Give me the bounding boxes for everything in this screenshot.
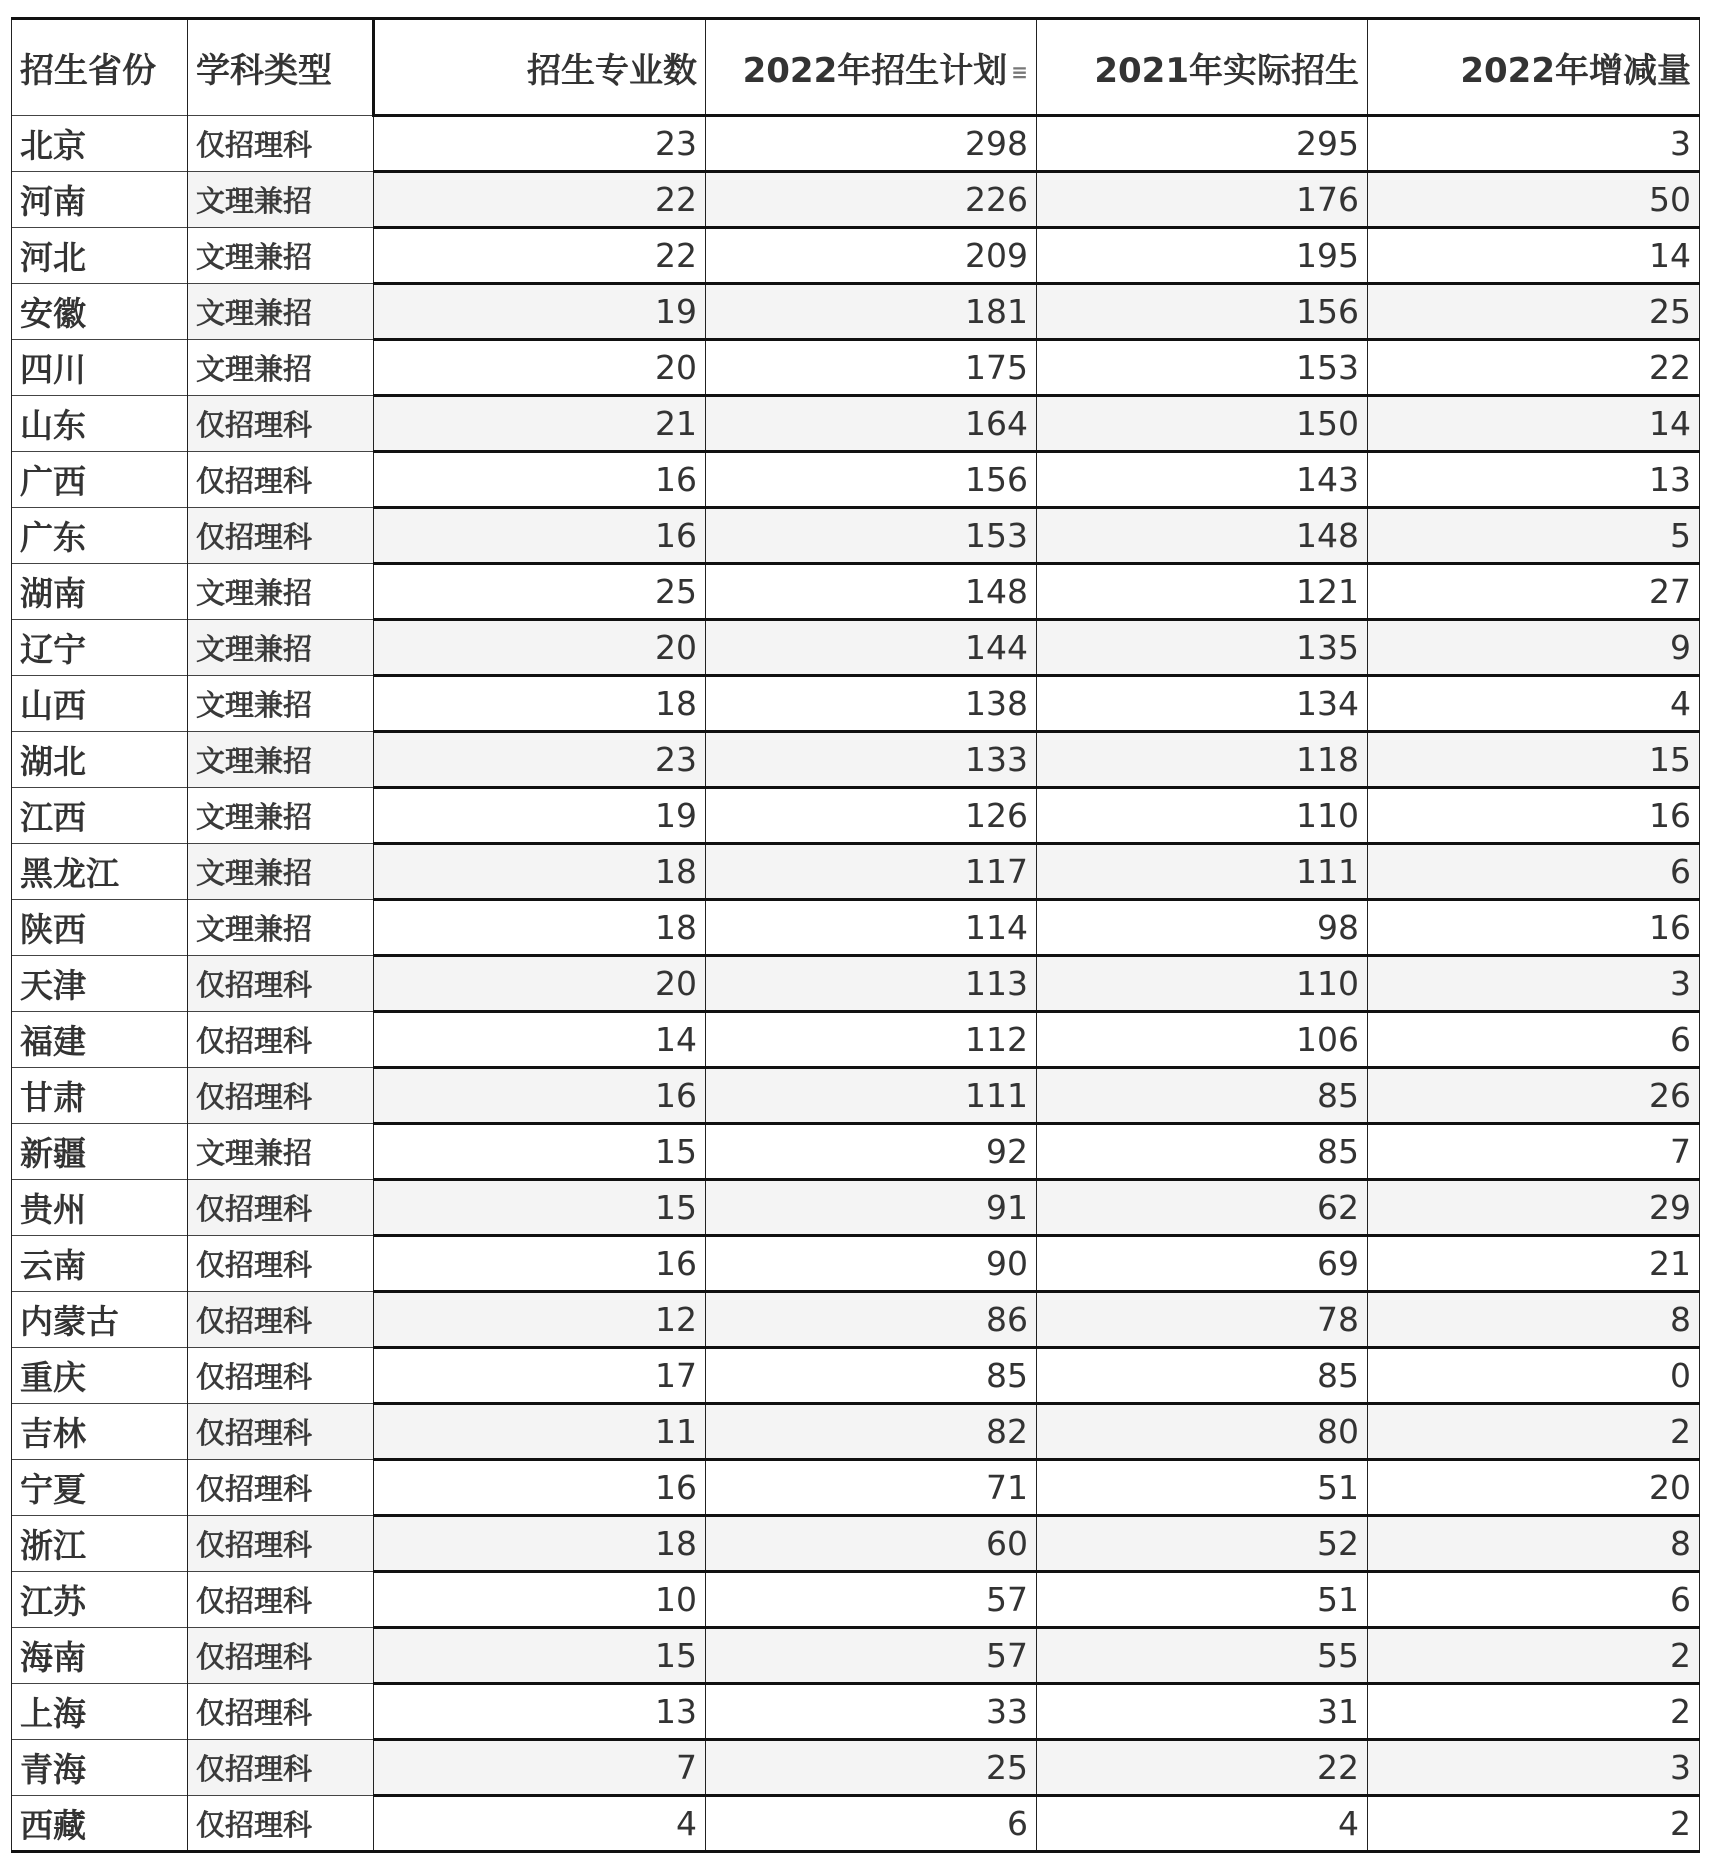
plan-2022-cell: 181 xyxy=(706,284,1037,340)
change-2022-cell: 0 xyxy=(1368,1348,1700,1404)
plan-2022-cell: 92 xyxy=(706,1124,1037,1180)
major-count-cell: 25 xyxy=(374,564,706,620)
change-2022-cell: 14 xyxy=(1368,396,1700,452)
plan-2022-cell: 60 xyxy=(706,1516,1037,1572)
province-cell: 江西 xyxy=(12,788,188,844)
major-count-cell: 4 xyxy=(374,1796,706,1852)
actual-2021-cell: 55 xyxy=(1037,1628,1368,1684)
subject-type-cell: 文理兼招 xyxy=(188,564,374,620)
change-2022-cell: 3 xyxy=(1368,116,1700,172)
change-2022-cell: 14 xyxy=(1368,228,1700,284)
table-row xyxy=(12,1012,1700,1068)
change-2022-cell: 16 xyxy=(1368,788,1700,844)
major-count-cell: 11 xyxy=(374,1404,706,1460)
subject-type-cell: 仅招理科 xyxy=(188,508,374,564)
table-row xyxy=(12,900,1700,956)
table-row xyxy=(12,844,1700,900)
table-row xyxy=(12,172,1700,228)
subject-type-cell: 仅招理科 xyxy=(188,1348,374,1404)
actual-2021-cell: 51 xyxy=(1037,1572,1368,1628)
province-cell: 西藏 xyxy=(12,1796,188,1852)
actual-2021-cell: 156 xyxy=(1037,284,1368,340)
plan-2022-cell: 144 xyxy=(706,620,1037,676)
major-count-cell: 21 xyxy=(374,396,706,452)
actual-2021-cell: 110 xyxy=(1037,788,1368,844)
province-cell: 北京 xyxy=(12,116,188,172)
table-row xyxy=(12,116,1700,172)
sort-descending-icon[interactable]: ≡ xyxy=(1011,60,1028,84)
province-cell: 河南 xyxy=(12,172,188,228)
actual-2021-cell: 98 xyxy=(1037,900,1368,956)
subject-type-cell: 仅招理科 xyxy=(188,1740,374,1796)
actual-2021-cell: 143 xyxy=(1037,452,1368,508)
header-subject-type[interactable]: 学科类型 xyxy=(188,19,374,116)
plan-2022-cell: 133 xyxy=(706,732,1037,788)
province-cell: 陕西 xyxy=(12,900,188,956)
table-row xyxy=(12,788,1700,844)
plan-2022-cell: 82 xyxy=(706,1404,1037,1460)
header-2022-change[interactable]: 2022年增减量 xyxy=(1368,19,1700,116)
table-row xyxy=(12,1404,1700,1460)
province-cell: 河北 xyxy=(12,228,188,284)
major-count-cell: 17 xyxy=(374,1348,706,1404)
subject-type-cell: 文理兼招 xyxy=(188,172,374,228)
subject-type-cell: 文理兼招 xyxy=(188,900,374,956)
table-row xyxy=(12,620,1700,676)
actual-2021-cell: 31 xyxy=(1037,1684,1368,1740)
actual-2021-cell: 22 xyxy=(1037,1740,1368,1796)
major-count-cell: 23 xyxy=(374,116,706,172)
change-2022-cell: 4 xyxy=(1368,676,1700,732)
change-2022-cell: 2 xyxy=(1368,1404,1700,1460)
actual-2021-cell: 111 xyxy=(1037,844,1368,900)
change-2022-cell: 26 xyxy=(1368,1068,1700,1124)
plan-2022-cell: 153 xyxy=(706,508,1037,564)
plan-2022-cell: 113 xyxy=(706,956,1037,1012)
table-row xyxy=(12,1236,1700,1292)
header-2022-plan-label: 2022年招生计划 xyxy=(742,50,1008,91)
table-row xyxy=(12,340,1700,396)
subject-type-cell: 仅招理科 xyxy=(188,1684,374,1740)
major-count-cell: 18 xyxy=(374,844,706,900)
subject-type-cell: 文理兼招 xyxy=(188,1124,374,1180)
subject-type-cell: 仅招理科 xyxy=(188,452,374,508)
plan-2022-cell: 71 xyxy=(706,1460,1037,1516)
province-cell: 海南 xyxy=(12,1628,188,1684)
province-cell: 广东 xyxy=(12,508,188,564)
change-2022-cell: 13 xyxy=(1368,452,1700,508)
actual-2021-cell: 150 xyxy=(1037,396,1368,452)
change-2022-cell: 7 xyxy=(1368,1124,1700,1180)
major-count-cell: 18 xyxy=(374,900,706,956)
plan-2022-cell: 91 xyxy=(706,1180,1037,1236)
province-cell: 山东 xyxy=(12,396,188,452)
table-row xyxy=(12,1628,1700,1684)
province-cell: 湖北 xyxy=(12,732,188,788)
subject-type-cell: 仅招理科 xyxy=(188,1796,374,1852)
actual-2021-cell: 52 xyxy=(1037,1516,1368,1572)
header-row xyxy=(12,19,1700,116)
subject-type-cell: 仅招理科 xyxy=(188,1012,374,1068)
subject-type-cell: 文理兼招 xyxy=(188,620,374,676)
actual-2021-cell: 153 xyxy=(1037,340,1368,396)
province-cell: 甘肃 xyxy=(12,1068,188,1124)
plan-2022-cell: 138 xyxy=(706,676,1037,732)
header-2021-actual[interactable]: 2021年实际招生 xyxy=(1037,19,1368,116)
plan-2022-cell: 126 xyxy=(706,788,1037,844)
plan-2022-cell: 112 xyxy=(706,1012,1037,1068)
major-count-cell: 16 xyxy=(374,1236,706,1292)
subject-type-cell: 仅招理科 xyxy=(188,1460,374,1516)
change-2022-cell: 25 xyxy=(1368,284,1700,340)
actual-2021-cell: 78 xyxy=(1037,1292,1368,1348)
major-count-cell: 20 xyxy=(374,620,706,676)
plan-2022-cell: 156 xyxy=(706,452,1037,508)
subject-type-cell: 仅招理科 xyxy=(188,396,374,452)
major-count-cell: 18 xyxy=(374,1516,706,1572)
header-province[interactable]: 招生省份 xyxy=(12,19,188,116)
plan-2022-cell: 298 xyxy=(706,116,1037,172)
table-row xyxy=(12,1348,1700,1404)
change-2022-cell: 21 xyxy=(1368,1236,1700,1292)
actual-2021-cell: 51 xyxy=(1037,1460,1368,1516)
actual-2021-cell: 106 xyxy=(1037,1012,1368,1068)
major-count-cell: 16 xyxy=(374,1460,706,1516)
province-cell: 新疆 xyxy=(12,1124,188,1180)
subject-type-cell: 仅招理科 xyxy=(188,1404,374,1460)
plan-2022-cell: 111 xyxy=(706,1068,1037,1124)
plan-2022-cell: 6 xyxy=(706,1796,1037,1852)
plan-2022-cell: 90 xyxy=(706,1236,1037,1292)
table-row xyxy=(12,1516,1700,1572)
actual-2021-cell: 80 xyxy=(1037,1404,1368,1460)
subject-type-cell: 文理兼招 xyxy=(188,732,374,788)
change-2022-cell: 3 xyxy=(1368,956,1700,1012)
province-cell: 辽宁 xyxy=(12,620,188,676)
province-cell: 上海 xyxy=(12,1684,188,1740)
province-cell: 宁夏 xyxy=(12,1460,188,1516)
actual-2021-cell: 118 xyxy=(1037,732,1368,788)
actual-2021-cell: 69 xyxy=(1037,1236,1368,1292)
table-row xyxy=(12,1180,1700,1236)
plan-2022-cell: 164 xyxy=(706,396,1037,452)
plan-2022-cell: 25 xyxy=(706,1740,1037,1796)
major-count-cell: 15 xyxy=(374,1180,706,1236)
table-row xyxy=(12,956,1700,1012)
subject-type-cell: 文理兼招 xyxy=(188,676,374,732)
table-row xyxy=(12,1124,1700,1180)
plan-2022-cell: 57 xyxy=(706,1572,1037,1628)
subject-type-cell: 文理兼招 xyxy=(188,284,374,340)
major-count-cell: 16 xyxy=(374,508,706,564)
province-cell: 广西 xyxy=(12,452,188,508)
change-2022-cell: 29 xyxy=(1368,1180,1700,1236)
province-cell: 贵州 xyxy=(12,1180,188,1236)
plan-2022-cell: 114 xyxy=(706,900,1037,956)
change-2022-cell: 6 xyxy=(1368,1572,1700,1628)
table-row xyxy=(12,228,1700,284)
major-count-cell: 16 xyxy=(374,1068,706,1124)
table-row xyxy=(12,1684,1700,1740)
major-count-cell: 22 xyxy=(374,228,706,284)
table-row xyxy=(12,676,1700,732)
subject-type-cell: 仅招理科 xyxy=(188,1628,374,1684)
actual-2021-cell: 121 xyxy=(1037,564,1368,620)
subject-type-cell: 仅招理科 xyxy=(188,1236,374,1292)
table-row xyxy=(12,1740,1700,1796)
change-2022-cell: 2 xyxy=(1368,1796,1700,1852)
table-row xyxy=(12,1068,1700,1124)
plan-2022-cell: 117 xyxy=(706,844,1037,900)
table-row xyxy=(12,732,1700,788)
province-cell: 湖南 xyxy=(12,564,188,620)
table-row xyxy=(12,564,1700,620)
province-cell: 内蒙古 xyxy=(12,1292,188,1348)
actual-2021-cell: 4 xyxy=(1037,1796,1368,1852)
table-row xyxy=(12,508,1700,564)
change-2022-cell: 8 xyxy=(1368,1292,1700,1348)
change-2022-cell: 20 xyxy=(1368,1460,1700,1516)
province-cell: 云南 xyxy=(12,1236,188,1292)
actual-2021-cell: 195 xyxy=(1037,228,1368,284)
actual-2021-cell: 110 xyxy=(1037,956,1368,1012)
table-row xyxy=(12,452,1700,508)
actual-2021-cell: 85 xyxy=(1037,1124,1368,1180)
province-cell: 浙江 xyxy=(12,1516,188,1572)
major-count-cell: 13 xyxy=(374,1684,706,1740)
subject-type-cell: 仅招理科 xyxy=(188,116,374,172)
subject-type-cell: 文理兼招 xyxy=(188,340,374,396)
major-count-cell: 10 xyxy=(374,1572,706,1628)
major-count-cell: 19 xyxy=(374,284,706,340)
subject-type-cell: 仅招理科 xyxy=(188,1068,374,1124)
major-count-cell: 20 xyxy=(374,340,706,396)
province-cell: 山西 xyxy=(12,676,188,732)
actual-2021-cell: 176 xyxy=(1037,172,1368,228)
change-2022-cell: 22 xyxy=(1368,340,1700,396)
actual-2021-cell: 135 xyxy=(1037,620,1368,676)
change-2022-cell: 9 xyxy=(1368,620,1700,676)
plan-2022-cell: 57 xyxy=(706,1628,1037,1684)
major-count-cell: 22 xyxy=(374,172,706,228)
major-count-cell: 15 xyxy=(374,1124,706,1180)
change-2022-cell: 6 xyxy=(1368,844,1700,900)
table-row xyxy=(12,1572,1700,1628)
change-2022-cell: 6 xyxy=(1368,1012,1700,1068)
change-2022-cell: 8 xyxy=(1368,1516,1700,1572)
subject-type-cell: 仅招理科 xyxy=(188,956,374,1012)
major-count-cell: 15 xyxy=(374,1628,706,1684)
table-row xyxy=(12,284,1700,340)
subject-type-cell: 文理兼招 xyxy=(188,844,374,900)
change-2022-cell: 15 xyxy=(1368,732,1700,788)
province-cell: 重庆 xyxy=(12,1348,188,1404)
major-count-cell: 12 xyxy=(374,1292,706,1348)
major-count-cell: 19 xyxy=(374,788,706,844)
header-major-count[interactable]: 招生专业数 xyxy=(374,19,706,116)
header-2022-plan[interactable] xyxy=(706,19,1037,116)
subject-type-cell: 仅招理科 xyxy=(188,1572,374,1628)
change-2022-cell: 3 xyxy=(1368,1740,1700,1796)
province-cell: 天津 xyxy=(12,956,188,1012)
actual-2021-cell: 148 xyxy=(1037,508,1368,564)
plan-2022-cell: 226 xyxy=(706,172,1037,228)
major-count-cell: 20 xyxy=(374,956,706,1012)
table-row xyxy=(12,1796,1700,1852)
plan-2022-cell: 148 xyxy=(706,564,1037,620)
table-row xyxy=(12,1292,1700,1348)
province-cell: 吉林 xyxy=(12,1404,188,1460)
plan-2022-cell: 86 xyxy=(706,1292,1037,1348)
province-cell: 四川 xyxy=(12,340,188,396)
province-cell: 黑龙江 xyxy=(12,844,188,900)
province-cell: 青海 xyxy=(12,1740,188,1796)
actual-2021-cell: 134 xyxy=(1037,676,1368,732)
table-row xyxy=(12,396,1700,452)
actual-2021-cell: 295 xyxy=(1037,116,1368,172)
subject-type-cell: 仅招理科 xyxy=(188,1180,374,1236)
major-count-cell: 7 xyxy=(374,1740,706,1796)
change-2022-cell: 27 xyxy=(1368,564,1700,620)
change-2022-cell: 5 xyxy=(1368,508,1700,564)
change-2022-cell: 2 xyxy=(1368,1684,1700,1740)
subject-type-cell: 文理兼招 xyxy=(188,788,374,844)
subject-type-cell: 仅招理科 xyxy=(188,1292,374,1348)
major-count-cell: 23 xyxy=(374,732,706,788)
enrollment-table xyxy=(11,17,1700,1853)
change-2022-cell: 50 xyxy=(1368,172,1700,228)
subject-type-cell: 仅招理科 xyxy=(188,1516,374,1572)
province-cell: 江苏 xyxy=(12,1572,188,1628)
table-row xyxy=(12,1460,1700,1516)
plan-2022-cell: 209 xyxy=(706,228,1037,284)
major-count-cell: 14 xyxy=(374,1012,706,1068)
change-2022-cell: 16 xyxy=(1368,900,1700,956)
major-count-cell: 16 xyxy=(374,452,706,508)
plan-2022-cell: 175 xyxy=(706,340,1037,396)
actual-2021-cell: 62 xyxy=(1037,1180,1368,1236)
actual-2021-cell: 85 xyxy=(1037,1348,1368,1404)
plan-2022-cell: 33 xyxy=(706,1684,1037,1740)
actual-2021-cell: 85 xyxy=(1037,1068,1368,1124)
major-count-cell: 18 xyxy=(374,676,706,732)
province-cell: 安徽 xyxy=(12,284,188,340)
province-cell: 福建 xyxy=(12,1012,188,1068)
subject-type-cell: 文理兼招 xyxy=(188,228,374,284)
change-2022-cell: 2 xyxy=(1368,1628,1700,1684)
plan-2022-cell: 85 xyxy=(706,1348,1037,1404)
